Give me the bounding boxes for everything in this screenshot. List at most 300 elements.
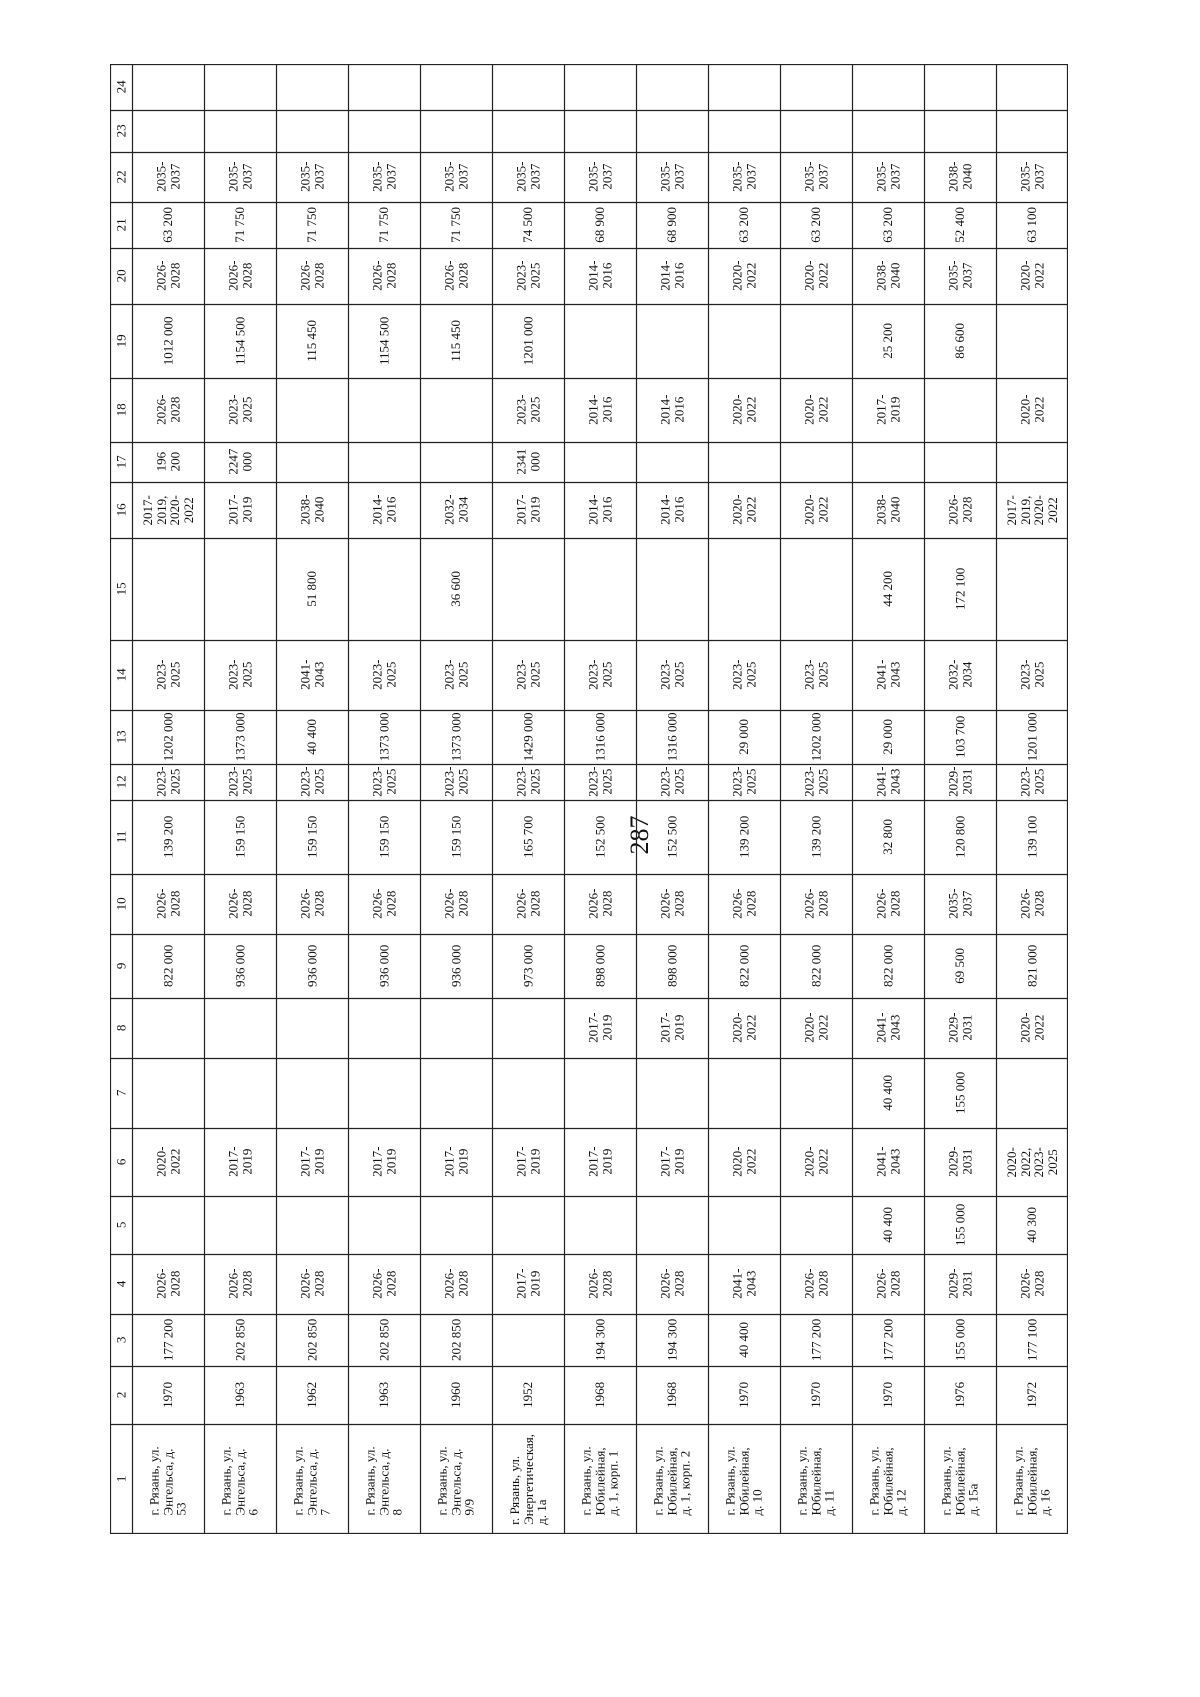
table-cell-r6-c18-text: 2023- 2025: [513, 394, 542, 426]
table-cell-r4-c2: [348, 1366, 420, 1424]
table-cell-r5-c23: [420, 110, 492, 152]
table-cell-r3-c7: [276, 1058, 348, 1128]
table-cell-r9-c4: [708, 1254, 780, 1314]
table-cell-r9-c24: [708, 64, 780, 110]
table-cell-r6-c12: [492, 764, 564, 800]
column-header-11: [110, 800, 132, 874]
table-cell-r5-c15: [420, 538, 492, 640]
table-cell-r3-c24: [276, 64, 348, 110]
table-cell-r6-c16-text: 2017- 2019: [513, 494, 542, 526]
table-cell-r13-c21-text: 63 100: [1024, 207, 1040, 243]
table-cell-r9-c21: [708, 202, 780, 248]
table-cell-r12-c16: [924, 482, 996, 538]
table-cell-r9-c3: [708, 1314, 780, 1366]
table-cell-r2-c12-text: 2023- 2025: [225, 766, 254, 798]
table-cell-r3-c4-text: 2026- 2028: [297, 1268, 326, 1300]
table-cell-r10-c11: [780, 800, 852, 874]
table-cell-r8-c8-text: 2017- 2019: [657, 1012, 686, 1044]
table-cell-r13-c18: [996, 378, 1068, 442]
table-cell-r5-c19: [420, 304, 492, 378]
table-cell-r4-c6-text: 2017- 2019: [369, 1146, 398, 1178]
table-cell-r1-c9-text: 822 000: [160, 944, 176, 988]
table-cell-r1-c23: [132, 110, 204, 152]
table-cell-r3-c15-text: 51 800: [304, 571, 320, 607]
column-header-6: [110, 1128, 132, 1196]
table-cell-r4-c16-text: 2014- 2016: [369, 494, 398, 526]
table-cell-r4-c8: [348, 998, 420, 1058]
table-cell-r1-c8: [132, 998, 204, 1058]
table-cell-r12-c23: [924, 110, 996, 152]
table-cell-r3-c15: [276, 538, 348, 640]
column-header-18-text: 18: [113, 403, 129, 417]
table-cell-r11-c2: [852, 1366, 924, 1424]
table-cell-r11-c19-text: 25 200: [880, 323, 896, 359]
table-cell-r11-c6-text: 2041- 2043: [873, 1146, 902, 1178]
table-cell-r2-c3: [204, 1314, 276, 1366]
table-cell-r1-c20: [132, 248, 204, 304]
table-cell-r2-c20-text: 2026- 2028: [225, 260, 254, 292]
table-cell-r10-c3: [780, 1314, 852, 1366]
table-cell-r10-c9-text: 822 000: [808, 944, 824, 988]
table-cell-r11-c9: [852, 934, 924, 998]
column-header-21-text: 21: [113, 218, 129, 232]
table-cell-r3-c13-text: 40 400: [304, 719, 320, 755]
table-cell-r12-c11-text: 120 800: [952, 815, 968, 859]
table-cell-r11-c24: [852, 64, 924, 110]
table-cell-r11-c23: [852, 110, 924, 152]
column-header-23-text: 23: [113, 124, 129, 138]
table-cell-r9-c9-text: 822 000: [736, 944, 752, 988]
table-cell-r10-c12-text: 2023- 2025: [801, 766, 830, 798]
table-cell-r1-c2: [132, 1366, 204, 1424]
table-cell-r10-c24: [780, 64, 852, 110]
table-cell-r13-c10: [996, 874, 1068, 934]
table-cell-r11-c14: [852, 640, 924, 710]
table-cell-r7-c18: [564, 378, 636, 442]
table-cell-r3-c16-text: 2038- 2040: [297, 494, 326, 526]
table-cell-r11-c16-text: 2038- 2040: [873, 494, 902, 526]
table-cell-r12-c6: [924, 1128, 996, 1196]
table-cell-r7-c24: [564, 64, 636, 110]
table-cell-r4-c20: [348, 248, 420, 304]
table-cell-r9-c4-text: 2041- 2043: [729, 1268, 758, 1300]
table-cell-r2-c3-text: 202 850: [232, 1318, 248, 1362]
table-cell-r13-c4: [996, 1254, 1068, 1314]
column-header-22-text: 22: [113, 170, 129, 184]
table-cell-r7-c23: [564, 110, 636, 152]
table-cell-r7-c19: [564, 304, 636, 378]
table-cell-r4-c20-text: 2026- 2028: [369, 260, 398, 292]
table-cell-r12-c6-text: 2029- 2031: [945, 1146, 974, 1178]
table-cell-r5-c14: [420, 640, 492, 710]
table-cell-r7-c8-text: 2017- 2019: [585, 1012, 614, 1044]
table-cell-r8-c7: [636, 1058, 708, 1128]
table-cell-r9-c7: [708, 1058, 780, 1128]
column-header-3: [110, 1314, 132, 1366]
table-cell-r12-c11: [924, 800, 996, 874]
table-cell-r1-c10: [132, 874, 204, 934]
table-cell-r12-c10-text: 2035- 2037: [945, 888, 974, 920]
table-cell-r11-c11: [852, 800, 924, 874]
table-cell-r6-c14: [492, 640, 564, 710]
table-cell-r9-c10: [708, 874, 780, 934]
table-cell-r4-c1: [348, 1424, 420, 1534]
table-cell-r13-c16-text: 2017- 2019, 2020- 2022: [1003, 494, 1060, 526]
table-cell-r11-c21-text: 63 200: [880, 207, 896, 243]
table-cell-r2-c20: [204, 248, 276, 304]
table-cell-r12-c9-text: 69 500: [952, 948, 968, 984]
table-cell-r4-c9: [348, 934, 420, 998]
table-cell-r11-c4-text: 2026- 2028: [873, 1268, 902, 1300]
table-cell-r3-c3: [276, 1314, 348, 1366]
table-cell-r2-c1-text: г. Рязань, ул. Энгельса, д. 6: [218, 1445, 261, 1515]
page-number: 287: [625, 815, 654, 855]
table-cell-r2-c1: [204, 1424, 276, 1534]
table-cell-r4-c1-text: г. Рязань, ул. Энгельса, д. 8: [362, 1445, 405, 1515]
table-cell-r9-c12: [708, 764, 780, 800]
table-cell-r12-c5-text: 155 000: [952, 1203, 968, 1247]
table-cell-r9-c2: [708, 1366, 780, 1424]
table-cell-r5-c17: [420, 442, 492, 482]
table-cell-r2-c21-text: 71 750: [232, 207, 248, 243]
table-cell-r13-c5: [996, 1196, 1068, 1254]
table-cell-r12-c12: [924, 764, 996, 800]
table-cell-r11-c11-text: 32 800: [880, 819, 896, 855]
table-cell-r3-c3-text: 202 850: [304, 1318, 320, 1362]
table-cell-r2-c22-text: 2035- 2037: [225, 161, 254, 193]
column-header-19-text: 19: [113, 334, 129, 348]
table-cell-r3-c20-text: 2026- 2028: [297, 260, 326, 292]
table-cell-r1-c13: [132, 710, 204, 764]
table-cell-r11-c10: [852, 874, 924, 934]
table-cell-r4-c16: [348, 482, 420, 538]
table-cell-r4-c10: [348, 874, 420, 934]
table-cell-r7-c1: [564, 1424, 636, 1534]
table-cell-r10-c8-text: 2020- 2022: [801, 1012, 830, 1044]
table-cell-r13-c1-text: г. Рязань, ул. Юбилейная, д. 16: [1010, 1445, 1053, 1515]
table-cell-r4-c12: [348, 764, 420, 800]
table-cell-r5-c6: [420, 1128, 492, 1196]
table-cell-r13-c14-text: 2023- 2025: [1017, 659, 1046, 691]
table-cell-r1-c7: [132, 1058, 204, 1128]
table-cell-r10-c7: [780, 1058, 852, 1128]
table-cell-r1-c14-text: 2023- 2025: [153, 659, 182, 691]
table-cell-r12-c13: [924, 710, 996, 764]
table-cell-r13-c6-text: 2020- 2022, 2023- 2025: [1003, 1146, 1060, 1178]
table-cell-r6-c22: [492, 152, 564, 202]
table-cell-r6-c19: [492, 304, 564, 378]
table-cell-r10-c3-text: 177 200: [808, 1318, 824, 1362]
column-header-3-text: 3: [113, 1336, 129, 1344]
table-cell-r12-c3-text: 155 000: [952, 1318, 968, 1362]
table-cell-r3-c22-text: 2035- 2037: [297, 161, 326, 193]
table-cell-r8-c11-text: 152 500: [664, 815, 680, 859]
table-cell-r4-c4-text: 2026- 2028: [369, 1268, 398, 1300]
table-cell-r7-c21: [564, 202, 636, 248]
table-cell-r5-c22: [420, 152, 492, 202]
table-cell-r12-c15-text: 172 100: [952, 567, 968, 611]
table-cell-r9-c1: [708, 1424, 780, 1534]
table-cell-r3-c20: [276, 248, 348, 304]
table-cell-r9-c18-text: 2020- 2022: [729, 394, 758, 426]
table-cell-r6-c4-text: 2017- 2019: [513, 1268, 542, 1300]
table-cell-r11-c1: [852, 1424, 924, 1534]
table-cell-r7-c14: [564, 640, 636, 710]
table-cell-r1-c10-text: 2026- 2028: [153, 888, 182, 920]
table-cell-r3-c2-text: 1962: [304, 1381, 320, 1408]
table-cell-r3-c14: [276, 640, 348, 710]
table-cell-r12-c20-text: 2035- 2037: [945, 260, 974, 292]
column-header-4-text: 4: [113, 1280, 129, 1288]
table-cell-r9-c11-text: 139 200: [736, 815, 752, 859]
table-cell-r7-c3: [564, 1314, 636, 1366]
table-cell-r13-c3: [996, 1314, 1068, 1366]
table-cell-r7-c6-text: 2017- 2019: [585, 1146, 614, 1178]
table-cell-r6-c16: [492, 482, 564, 538]
table-cell-r6-c24: [492, 64, 564, 110]
table-cell-r5-c10-text: 2026- 2028: [441, 888, 470, 920]
table-cell-r8-c12: [636, 764, 708, 800]
table-cell-r11-c22: [852, 152, 924, 202]
table-cell-r10-c8: [780, 998, 852, 1058]
table-cell-r2-c24: [204, 64, 276, 110]
table-cell-r12-c1-text: г. Рязань, ул. Юбилейная, д. 15а: [938, 1445, 981, 1515]
column-header-10-text: 10: [113, 897, 129, 911]
table-cell-r12-c18: [924, 378, 996, 442]
table-cell-r4-c22-text: 2035- 2037: [369, 161, 398, 193]
table-cell-r3-c12: [276, 764, 348, 800]
table-cell-r10-c2-text: 1970: [808, 1381, 824, 1408]
table-cell-r9-c3-text: 40 400: [736, 1322, 752, 1358]
table-cell-r4-c4: [348, 1254, 420, 1314]
table-cell-r7-c11: [564, 800, 636, 874]
table-cell-r2-c14: [204, 640, 276, 710]
table-cell-r1-c22-text: 2035- 2037: [153, 161, 182, 193]
table-cell-r11-c20-text: 2038- 2040: [873, 260, 902, 292]
table-cell-r9-c1-text: г. Рязань, ул. Юбилейная, д. 10: [722, 1445, 765, 1515]
table-cell-r9-c14-text: 2023- 2025: [729, 659, 758, 691]
table-cell-r7-c9-text: 898 000: [592, 944, 608, 988]
table-cell-r12-c12-text: 2029- 2031: [945, 766, 974, 798]
table-cell-r12-c20: [924, 248, 996, 304]
table-cell-r12-c7-text: 155 000: [952, 1071, 968, 1115]
table-cell-r6-c4: [492, 1254, 564, 1314]
table-cell-r7-c4: [564, 1254, 636, 1314]
table-cell-r12-c24: [924, 64, 996, 110]
table-cell-r13-c23: [996, 110, 1068, 152]
table-cell-r8-c1-text: г. Рязань, ул. Юбилейная, д. 1, корп. 2: [650, 1445, 693, 1515]
column-header-20: [110, 248, 132, 304]
table-cell-r4-c5: [348, 1196, 420, 1254]
column-header-11-text: 11: [113, 830, 129, 844]
table-cell-r2-c5: [204, 1196, 276, 1254]
table-cell-r3-c10-text: 2026- 2028: [297, 888, 326, 920]
table-cell-r8-c22-text: 2035- 2037: [657, 161, 686, 193]
table-cell-r4-c23: [348, 110, 420, 152]
column-header-6-text: 6: [113, 1158, 129, 1166]
table-cell-r10-c4-text: 2026- 2028: [801, 1268, 830, 1300]
table-cell-r13-c3-text: 177 100: [1024, 1318, 1040, 1362]
table-cell-r9-c6: [708, 1128, 780, 1196]
column-header-14-text: 14: [113, 668, 129, 682]
table-cell-r6-c2-text: 1952: [520, 1381, 536, 1408]
table-cell-r3-c1: [276, 1424, 348, 1534]
table-cell-r2-c4: [204, 1254, 276, 1314]
table-cell-r10-c14: [780, 640, 852, 710]
column-header-8: [110, 998, 132, 1058]
table-cell-r5-c21: [420, 202, 492, 248]
table-cell-r2-c6-text: 2017- 2019: [225, 1146, 254, 1178]
table-cell-r13-c9: [996, 934, 1068, 998]
table-cell-r10-c22: [780, 152, 852, 202]
table-cell-r7-c12: [564, 764, 636, 800]
table-cell-r2-c12: [204, 764, 276, 800]
table-cell-r11-c21: [852, 202, 924, 248]
table-cell-r11-c22-text: 2035- 2037: [873, 161, 902, 193]
table-cell-r13-c24: [996, 64, 1068, 110]
table-cell-r13-c5-text: 40 300: [1024, 1207, 1040, 1243]
table-cell-r6-c21: [492, 202, 564, 248]
table-cell-r6-c15: [492, 538, 564, 640]
table-cell-r9-c16: [708, 482, 780, 538]
table-cell-r4-c17: [348, 442, 420, 482]
table-cell-r1-c5: [132, 1196, 204, 1254]
table-cell-r3-c19: [276, 304, 348, 378]
table-cell-r6-c6: [492, 1128, 564, 1196]
table-cell-r3-c11-text: 159 150: [304, 815, 320, 859]
column-header-19: [110, 304, 132, 378]
table-cell-r8-c21: [636, 202, 708, 248]
table-cell-r9-c8: [708, 998, 780, 1058]
table-cell-r1-c4-text: 2026- 2028: [153, 1268, 182, 1300]
table-cell-r10-c16-text: 2020- 2022: [801, 494, 830, 526]
table-cell-r7-c2-text: 1968: [592, 1381, 608, 1408]
table-cell-r10-c17: [780, 442, 852, 482]
table-cell-r6-c22-text: 2035- 2037: [513, 161, 542, 193]
table-cell-r13-c4-text: 2026- 2028: [1017, 1268, 1046, 1300]
column-header-1-text: 1: [113, 1475, 129, 1483]
table-cell-r10-c21: [780, 202, 852, 248]
table-cell-r8-c13: [636, 710, 708, 764]
table-cell-r5-c2-text: 1960: [448, 1381, 464, 1408]
table-cell-r4-c10-text: 2026- 2028: [369, 888, 398, 920]
table-cell-r5-c16: [420, 482, 492, 538]
column-header-20-text: 20: [113, 269, 129, 283]
table-cell-r4-c2-text: 1963: [376, 1381, 392, 1408]
table-cell-r2-c11: [204, 800, 276, 874]
table-cell-r12-c19-text: 86 600: [952, 323, 968, 359]
table-cell-r7-c4-text: 2026- 2028: [585, 1268, 614, 1300]
table-cell-r7-c11-text: 152 500: [592, 815, 608, 859]
table-cell-r13-c22: [996, 152, 1068, 202]
table-cell-r1-c9: [132, 934, 204, 998]
table-cell-r11-c17: [852, 442, 924, 482]
table-cell-r8-c8: [636, 998, 708, 1058]
table-cell-r2-c8: [204, 998, 276, 1058]
table-cell-r9-c19: [708, 304, 780, 378]
table-cell-r3-c14-text: 2041- 2043: [297, 659, 326, 691]
table-cell-r5-c14-text: 2023- 2025: [441, 659, 470, 691]
column-header-5-text: 5: [113, 1221, 129, 1229]
table-cell-r1-c11: [132, 800, 204, 874]
table-cell-r7-c16: [564, 482, 636, 538]
table-cell-r3-c21-text: 71 750: [304, 207, 320, 243]
table-cell-r10-c21-text: 63 200: [808, 207, 824, 243]
table-cell-r6-c17-text: 2341 000: [513, 449, 542, 475]
table-cell-r1-c17: [132, 442, 204, 482]
table-cell-r10-c23: [780, 110, 852, 152]
column-header-16: [110, 482, 132, 538]
table-cell-r4-c11-text: 159 150: [376, 815, 392, 859]
table-cell-r4-c14-text: 2023- 2025: [369, 659, 398, 691]
table-cell-r7-c17: [564, 442, 636, 482]
table-cell-r8-c20: [636, 248, 708, 304]
table-cell-r9-c8-text: 2020- 2022: [729, 1012, 758, 1044]
table-cell-r5-c9: [420, 934, 492, 998]
table-cell-r4-c13: [348, 710, 420, 764]
table-cell-r12-c5: [924, 1196, 996, 1254]
table-cell-r13-c1: [996, 1424, 1068, 1534]
table-cell-r8-c24: [636, 64, 708, 110]
table-cell-r4-c11: [348, 800, 420, 874]
table-cell-r11-c9-text: 822 000: [880, 944, 896, 988]
table-cell-r7-c8: [564, 998, 636, 1058]
table-cell-r6-c5: [492, 1196, 564, 1254]
table-cell-r10-c6-text: 2020- 2022: [801, 1146, 830, 1178]
table-cell-r3-c5: [276, 1196, 348, 1254]
table-cell-r11-c18-text: 2017- 2019: [873, 394, 902, 426]
table-cell-r5-c4: [420, 1254, 492, 1314]
table-cell-r1-c13-text: 1202 000: [160, 712, 176, 762]
table-cell-r7-c6: [564, 1128, 636, 1196]
table-cell-r13-c13-text: 1201 000: [1024, 712, 1040, 762]
table-cell-r13-c8: [996, 998, 1068, 1058]
table-cell-r2-c14-text: 2023- 2025: [225, 659, 254, 691]
table-cell-r5-c3: [420, 1314, 492, 1366]
table-cell-r2-c22: [204, 152, 276, 202]
column-header-2-text: 2: [113, 1391, 129, 1399]
table-cell-r12-c4: [924, 1254, 996, 1314]
table-cell-r8-c17: [636, 442, 708, 482]
table-cell-r2-c9: [204, 934, 276, 998]
table-cell-r3-c16: [276, 482, 348, 538]
rotated-data-table: [110, 64, 1068, 1534]
table-cell-r6-c20-text: 2023- 2025: [513, 260, 542, 292]
table-cell-r8-c18-text: 2014- 2016: [657, 394, 686, 426]
table-cell-r12-c13-text: 103 700: [952, 715, 968, 759]
table-cell-r11-c20: [852, 248, 924, 304]
table-cell-r10-c18-text: 2020- 2022: [801, 394, 830, 426]
table-cell-r8-c12-text: 2023- 2025: [657, 766, 686, 798]
table-cell-r5-c6-text: 2017- 2019: [441, 1146, 470, 1178]
table-cell-r11-c6: [852, 1128, 924, 1196]
table-cell-r2-c18-text: 2023- 2025: [225, 394, 254, 426]
table-cell-r1-c6: [132, 1128, 204, 1196]
table-cell-r12-c8: [924, 998, 996, 1058]
table-cell-r9-c17: [708, 442, 780, 482]
table-cell-r8-c18: [636, 378, 708, 442]
table-cell-r7-c22: [564, 152, 636, 202]
table-cell-r12-c15: [924, 538, 996, 640]
table-cell-r12-c14-text: 2032- 2034: [945, 659, 974, 691]
table-cell-r5-c1: [420, 1424, 492, 1534]
table-cell-r6-c20: [492, 248, 564, 304]
table-cell-r2-c16-text: 2017- 2019: [225, 494, 254, 526]
table-cell-r6-c1-text: г. Рязань, ул. Энергетическая, д. 1а: [506, 1433, 549, 1525]
table-cell-r1-c18-text: 2026- 2028: [153, 394, 182, 426]
table-cell-r11-c4: [852, 1254, 924, 1314]
table-cell-r6-c8: [492, 998, 564, 1058]
